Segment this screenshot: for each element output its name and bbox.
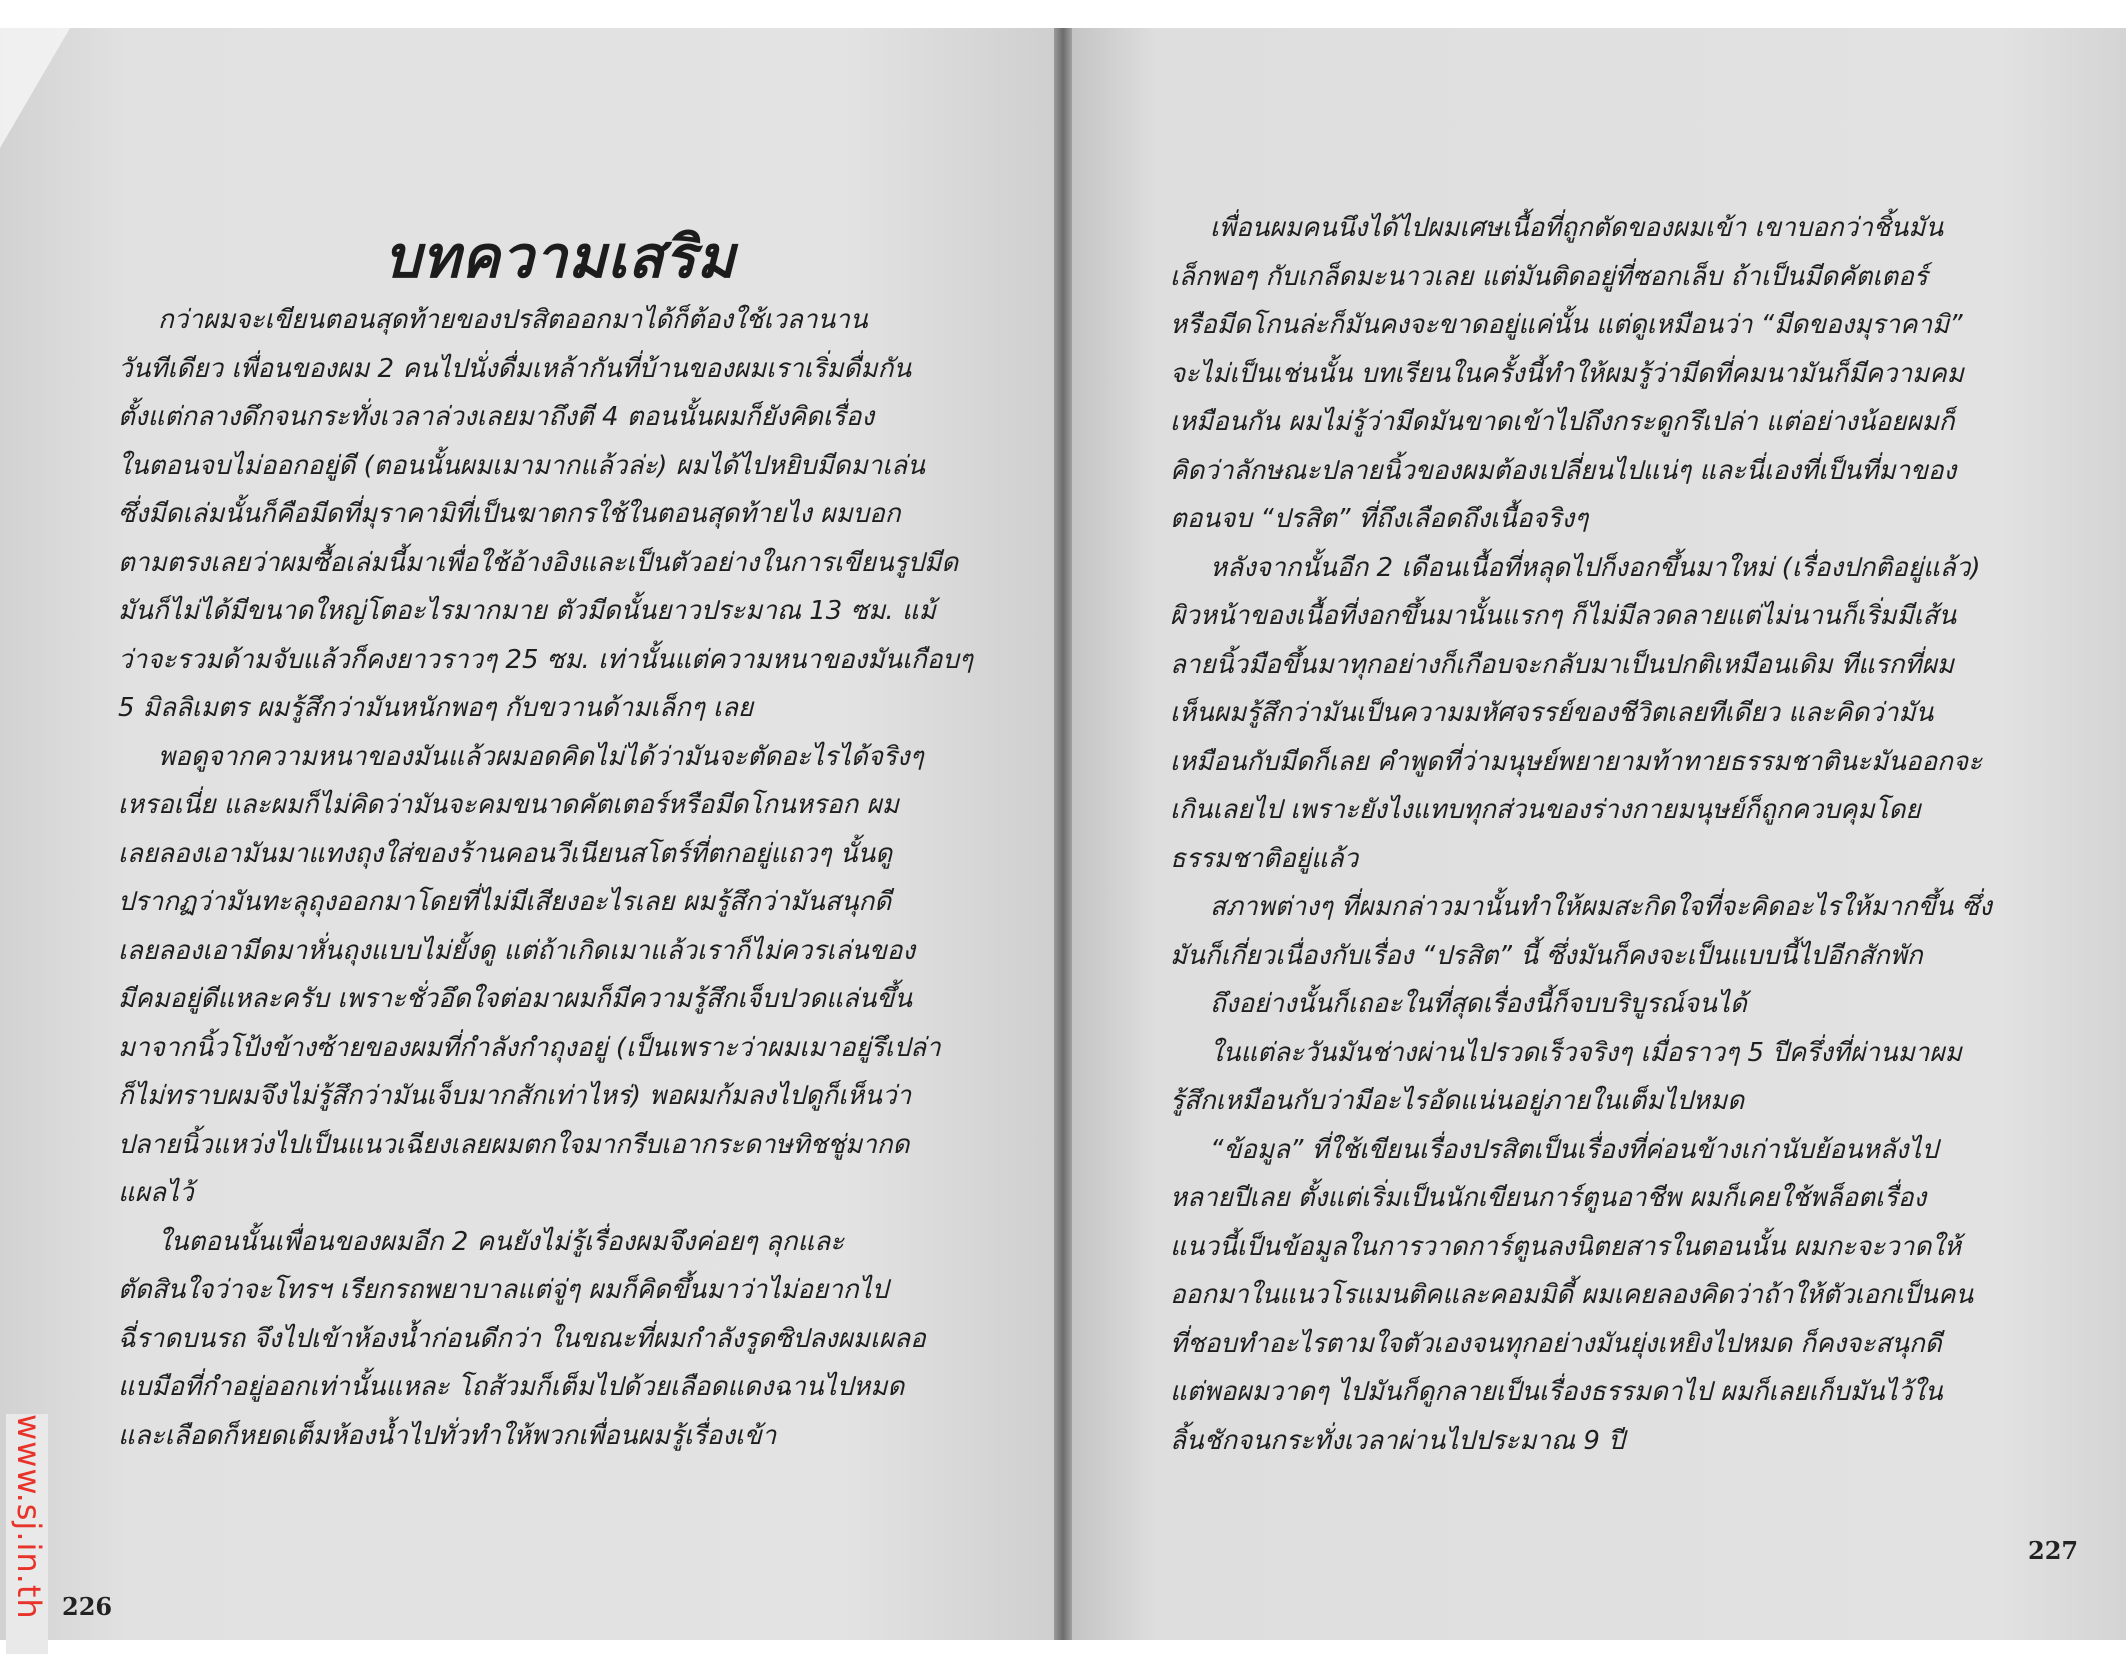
right-page-text <box>1170 204 2030 1465</box>
text-line: เหรอเนี่ย และผมก็ไม่คิดว่ามันจะคมขนาดคัตเตอร์หรือมีดโกนหรอก ผม <box>118 790 899 820</box>
text-line: ผิวหน้าของเนื้อที่งอกขึ้นมานั้นแรกๆ ก็ไม่มีลวดลายแต่ไม่นานก็เริ่มมีเส้น <box>1170 601 1957 631</box>
text-line: หลังจากนั้นอีก 2 เดือนเนื้อที่หลุดไปก็งอกขึ้นมาใหม่ (เรื่องปกติอยู่แล้ว) <box>1210 552 1981 583</box>
text-line: 5 มิลลิเมตร ผมรู้สึกว่ามันหนักพอๆ กับขวานด้ามเล็กๆ เลย <box>118 693 754 723</box>
text-line: มาจากนิ้วโป้งข้างซ้ายของผมที่กำลังกำถุงอยู่ (เป็นเพราะว่าผมเมาอยู่รึเปล่า <box>118 1032 941 1063</box>
text-line: “ข้อมูล” ที่ใช้เขียนเรื่องปรสิตเป็นเรื่องที่ค่อนข้างเก่านับย้อนหลังไป <box>1210 1134 1938 1165</box>
page-number-right: 227 <box>2028 1536 2079 1565</box>
text-line: ปลายนิ้วแหว่งไปเป็นแนวเฉียงเลยผมตกใจมากรีบเอากระดาษทิชชู่มากด <box>118 1129 910 1160</box>
text-line: และเลือดก็หยดเต็มห้องน้ำไปทั่วทำให้พวกเพื่อนผมรู้เรื่องเข้า <box>118 1420 777 1451</box>
text-line: รู้สึกเหมือนกับว่ามีอะไรอัดแน่นอยู่ภายในเต็มไปหมด <box>1170 1086 1745 1116</box>
text-line: ลายนิ้วมือขึ้นมาทุกอย่างก็เกือบจะกลับมาเป็นปกติเหมือนเดิม ทีแรกที่ผม <box>1170 649 1954 680</box>
text-line: ตัดสินใจว่าจะโทรฯ เรียกรถพยาบาลแต่จู่ๆ ผมก็คิดขึ้นมาว่าไม่อยากไป <box>118 1275 889 1305</box>
text-line: พอดูจากความหนาของมันแล้วผมอดคิดไม่ได้ว่ามันจะตัดอะไรได้จริงๆ <box>158 741 924 772</box>
text-line: หลายปีเลย ตั้งแต่เริ่มเป็นนักเขียนการ์ตูนอาชีพ ผมก็เคยใช้พล็อตเรื่อง <box>1170 1183 1927 1213</box>
text-line: มันก็เกี่ยวเนื่องกับเรื่อง “ปรสิต” นี้ ซึ่งมันก็คงจะเป็นแบบนี้ไปอีกสักพัก <box>1170 940 1923 971</box>
text-line: ถึงอย่างนั้นก็เถอะในที่สุดเรื่องนี้ก็จบบริบูรณ์จนได้ <box>1210 989 1747 1019</box>
text-line: ตามตรงเลยว่าผมซื้อเล่มนี้มาเพื่อใช้อ้างอิงและเป็นตัวอย่างในการเขียนรูปมีด <box>118 547 959 578</box>
page-corner-fold <box>0 28 70 148</box>
book-gutter <box>1054 28 1072 1640</box>
text-line: เห็นผมรู้สึกว่ามันเป็นความมหัศจรรย์ของชีวิตเลยทีเดียว และคิดว่ามัน <box>1170 698 1934 728</box>
text-line: สภาพต่างๆ ที่ผมกล่าวมานั้นทำให้ผมสะกิดใจที่จะคิดอะไรให้มากขึ้น ซึ่ง <box>1210 892 1992 922</box>
watermark <box>6 1414 48 1654</box>
text-line: กว่าผมจะเขียนตอนสุดท้ายของปรสิตออกมาได้ก็ต้องใช้เวลานาน <box>158 305 868 335</box>
text-line: ฉี่ราดบนรถ จึงไปเข้าห้องน้ำก่อนดีกว่า ในขณะที่ผมกำลังรูดซิปลงผมเผลอ <box>118 1323 926 1354</box>
book-scan <box>0 28 2126 1640</box>
text-line: แบมือที่กำอยู่ออกเท่านั้นแหละ โถส้วมก็เต็มไปด้วยเลือดแดงฉานไปหมด <box>118 1372 905 1402</box>
text-line: ปรากฏว่ามันทะลุถุงออกมาโดยที่ไม่มีเสียงอะไรเลย ผมรู้สึกว่ามันสนุกดี <box>118 887 892 917</box>
text-line: หรือมีดโกนล่ะก็มันคงจะขาดอยู่แค่นั้น แต่ดูเหมือนว่า “มีดของมุราคามิ” <box>1170 310 1963 340</box>
text-line: ว่าจะรวมด้ามจับแล้วก็คงยาวราวๆ 25 ซม. เท่านั้นแต่ความหนาของมันเกือบๆ <box>118 644 973 675</box>
text-line: วันทีเดียว เพื่อนของผม 2 คนไปนั่งดื่มเหล้ากันที่บ้านของผมเราเริ่มดื่มกัน <box>118 353 912 384</box>
page-number-left: 226 <box>62 1592 113 1621</box>
text-line: ลิ้นชักจนกระทั่งเวลาผ่านไปประมาณ 9 ปี <box>1170 1425 1625 1456</box>
text-line: ซึ่งมีดเล่มนั้นก็คือมีดที่มุราคามิที่เป็นฆาตกรใช้ในตอนสุดท้ายไง ผมบอก <box>118 499 901 529</box>
text-line: แนวนี้เป็นข้อมูลในการวาดการ์ตูนลงนิตยสารในตอนนั้น ผมกะจะวาดให้ <box>1170 1231 1962 1262</box>
text-line: เลยลองเอามันมาแทงถุงใส่ของร้านคอนวีเนียนสโตร์ที่ตกอยู่แถวๆ นั้นดู <box>118 838 893 869</box>
watermark-text: www.sj.in.th <box>10 1414 48 1620</box>
text-line: ในตอนจบไม่ออกอยู่ดี (ตอนนั้นผมเมามากแล้วล่ะ) ผมได้ไปหยิบมีดมาเล่น <box>118 450 925 481</box>
text-line: ตั้งแต่กลางดึกจนกระทั่งเวลาล่วงเลยมาถึงตี 4 ตอนนั้นผมก็ยังคิดเรื่อง <box>118 402 875 432</box>
text-line: ออกมาในแนวโรแมนติคและคอมมิดี้ ผมเคยลองคิดว่าถ้าให้ตัวเอกเป็นคน <box>1170 1280 1974 1310</box>
chapter-title: บทความเสริม <box>384 223 736 291</box>
left-page <box>0 28 1054 1640</box>
text-line: เหมือนกับมีดก็เลย คำพูดที่ว่ามนุษย์พยายามท้าทายธรรมชาตินะมันออกจะ <box>1170 746 1983 777</box>
text-line: แต่พอผมวาดๆ ไปมันก็ดูกลายเป็นเรื่องธรรมดาไป ผมก็เลยเก็บมันไว้ใน <box>1170 1377 1943 1407</box>
text-line: เพื่อนผมคนนึงได้ไปผมเศษเนื้อที่ถูกตัดของผมเข้า เขาบอกว่าชิ้นมัน <box>1210 213 1944 243</box>
right-page <box>1072 28 2126 1640</box>
text-line: แผลไว้ <box>118 1178 194 1208</box>
text-line: เล็กพอๆ กับเกล็ดมะนาวเลย แต่มันติดอยู่ที่ซอกเล็บ ถ้าเป็นมีดคัตเตอร์ <box>1170 261 1928 292</box>
text-line: ในแต่ละวันมันช่างผ่านไปรวดเร็วจริงๆ เมื่อราวๆ 5 ปีครึ่งที่ผ่านมาผม <box>1210 1037 1962 1068</box>
text-line: ตอนจบ “ปรสิต” ที่ถึงเลือดถึงเนื้อจริงๆ <box>1170 504 1589 534</box>
text-line: ในตอนนั้นเพื่อนของผมอีก 2 คนยังไม่รู้เรื่องผมจึงค่อยๆ ลุกและ <box>158 1226 845 1257</box>
text-line: มันก็ไม่ได้มีขนาดใหญ่โตอะไรมากมาย ตัวมีดนั้นยาวประมาณ 13 ซม. แม้ <box>118 596 936 626</box>
text-line: คิดว่าลักษณะปลายนิ้วของผมต้องเปลี่ยนไปแน่ๆ และนี่เองที่เป็นที่มาของ <box>1170 455 1957 486</box>
text-line: เกินเลยไป เพราะยังไงแทบทุกส่วนของร่างกายมนุษย์ก็ถูกควบคุมโดย <box>1170 795 1921 825</box>
text-line: จะไม่เป็นเช่นนั้น บทเรียนในครั้งนี้ทำให้ผมรู้ว่ามีดที่คมนามันก็มีความคม <box>1170 358 1964 389</box>
text-line: เหมือนกัน ผมไม่รู้ว่ามีดมันขาดเข้าไปถึงกระดูกรึเปล่า แต่อย่างน้อยผมก็ <box>1170 407 1955 437</box>
text-line: ธรรมชาติอยู่แล้ว <box>1170 843 1359 874</box>
left-page-text <box>118 296 980 1460</box>
text-line: ที่ชอบทำอะไรตามใจตัวเองจนทุกอย่างมันยุ่งเหยิงไปหมด ก็คงจะสนุกดี <box>1170 1328 1942 1359</box>
text-line: มีคมอยู่ดีแหละครับ เพราะชั่วอึดใจต่อมาผมก็มีความรู้สึกเจ็บปวดแล่นขึ้น <box>118 984 912 1014</box>
text-line: ก็ไม่ทราบผมจึงไม่รู้สึกว่ามันเจ็บมากสักเท่าไหร่) พอผมก้มลงไปดูก็เห็นว่า <box>118 1081 912 1111</box>
text-line: เลยลองเอามีดมาหั่นถุงแบบไม่ยั้งดู แต่ถ้าเกิดเมาแล้วเราก็ไม่ควรเล่นของ <box>118 935 916 966</box>
